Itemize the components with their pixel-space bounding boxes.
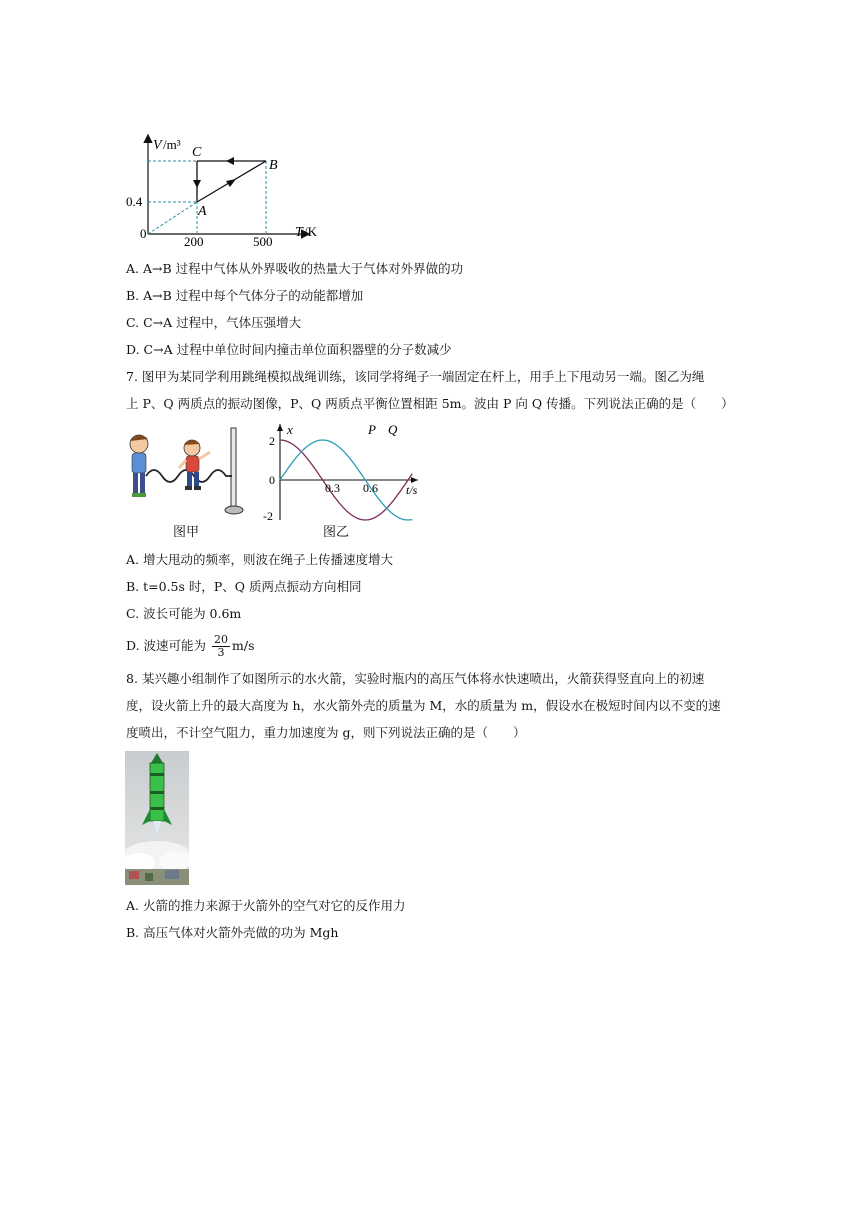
wave-x-tick-06: 0.6 [363, 481, 378, 495]
vibration-graph [258, 420, 428, 524]
vt-x-unit: /K [304, 224, 317, 239]
q6-option-b: B. A→B 过程中每个气体分子的动能都增加 [126, 288, 364, 303]
q7-option-b: B. t=0.5s 时，P、Q 质两点振动方向相同 [126, 579, 362, 594]
point-label-a: A [198, 204, 207, 219]
wave-y-label: x [287, 422, 293, 437]
q6-option-c: C. C→A 过程中，气体压强增大 [126, 315, 302, 330]
vt-origin: 0 [140, 226, 147, 241]
q8-option-b: B. 高压气体对火箭外壳做的功为 Mgh [126, 925, 339, 940]
q7-option-d: D. 波速可能为 $\frac{20}{3}$ m/s [126, 633, 255, 659]
figure-a-caption: 图甲 [173, 525, 200, 540]
vt-x-tick-500: 500 [253, 234, 273, 248]
wave-y-tick-2: 2 [269, 434, 275, 448]
vt-x-tick-200: 200 [184, 234, 204, 248]
vt-y-label: V [153, 138, 162, 153]
vt-y-unit: /m³ [163, 137, 181, 152]
q6-option-d: D. C→A 过程中单位时间内撞击单位面积器壁的分子数减少 [126, 342, 452, 357]
q7-stem-line1: 7. 图甲为某同学利用跳绳模拟战绳训练，该同学将绳子一端固定在杆上，用手上下甩动另一端。图乙为绳 [126, 369, 705, 384]
vt-x-label: T [295, 225, 303, 240]
q6-option-a: A. A→B 过程中气体从外界吸收的热量大于气体对外界做的功 [126, 261, 464, 276]
q8-option-a: A. 火箭的推力来源于火箭外的空气对它的反作用力 [126, 898, 406, 913]
fraction-20-3: $\frac{20}{3}$ [214, 633, 229, 659]
point-label-c: C [192, 145, 202, 160]
wave-y-tick-0: 0 [269, 473, 275, 487]
vt-graph [120, 130, 320, 248]
wave-x-label: t/s [406, 483, 418, 497]
water-rocket-photo [125, 751, 189, 885]
vt-y-tick: 0.4 [126, 194, 143, 209]
wave-y-tick-neg2: -2 [263, 509, 273, 523]
q7-stem-line2: 上 P、Q 两质点的振动图像，P、Q 两质点平衡位置相距 5m。波由 P 向 Q 传播。下列说法正确的是（ ） [126, 396, 734, 411]
q8-stem-line1: 8. 某兴趣小组制作了如图所示的水火箭，实验时瓶内的高压气体将水快速喷出，火箭获得竖直向上的初速 [126, 671, 705, 686]
curve-label-p: P [368, 422, 376, 437]
point-label-b: B [269, 158, 278, 173]
figure-b-caption: 图乙 [323, 525, 350, 540]
rope-training-illustration [124, 424, 254, 520]
curve-label-q: Q [388, 422, 398, 437]
q8-stem-line2: 度，设火箭上升的最大高度为 h，水火箭外壳的质量为 M，水的质量为 m，假设水在极短时间内以不变的速 [126, 698, 721, 713]
q7-option-c: C. 波长可能为 0.6m [126, 606, 242, 621]
q8-stem-line3: 度喷出，不计空气阻力，重力加速度为 g，则下列说法正确的是（ ） [126, 725, 526, 740]
wave-x-tick-03: 0.3 [325, 481, 340, 495]
q7-option-a: A. 增大甩动的频率，则波在绳子上传播速度增大 [126, 552, 393, 567]
